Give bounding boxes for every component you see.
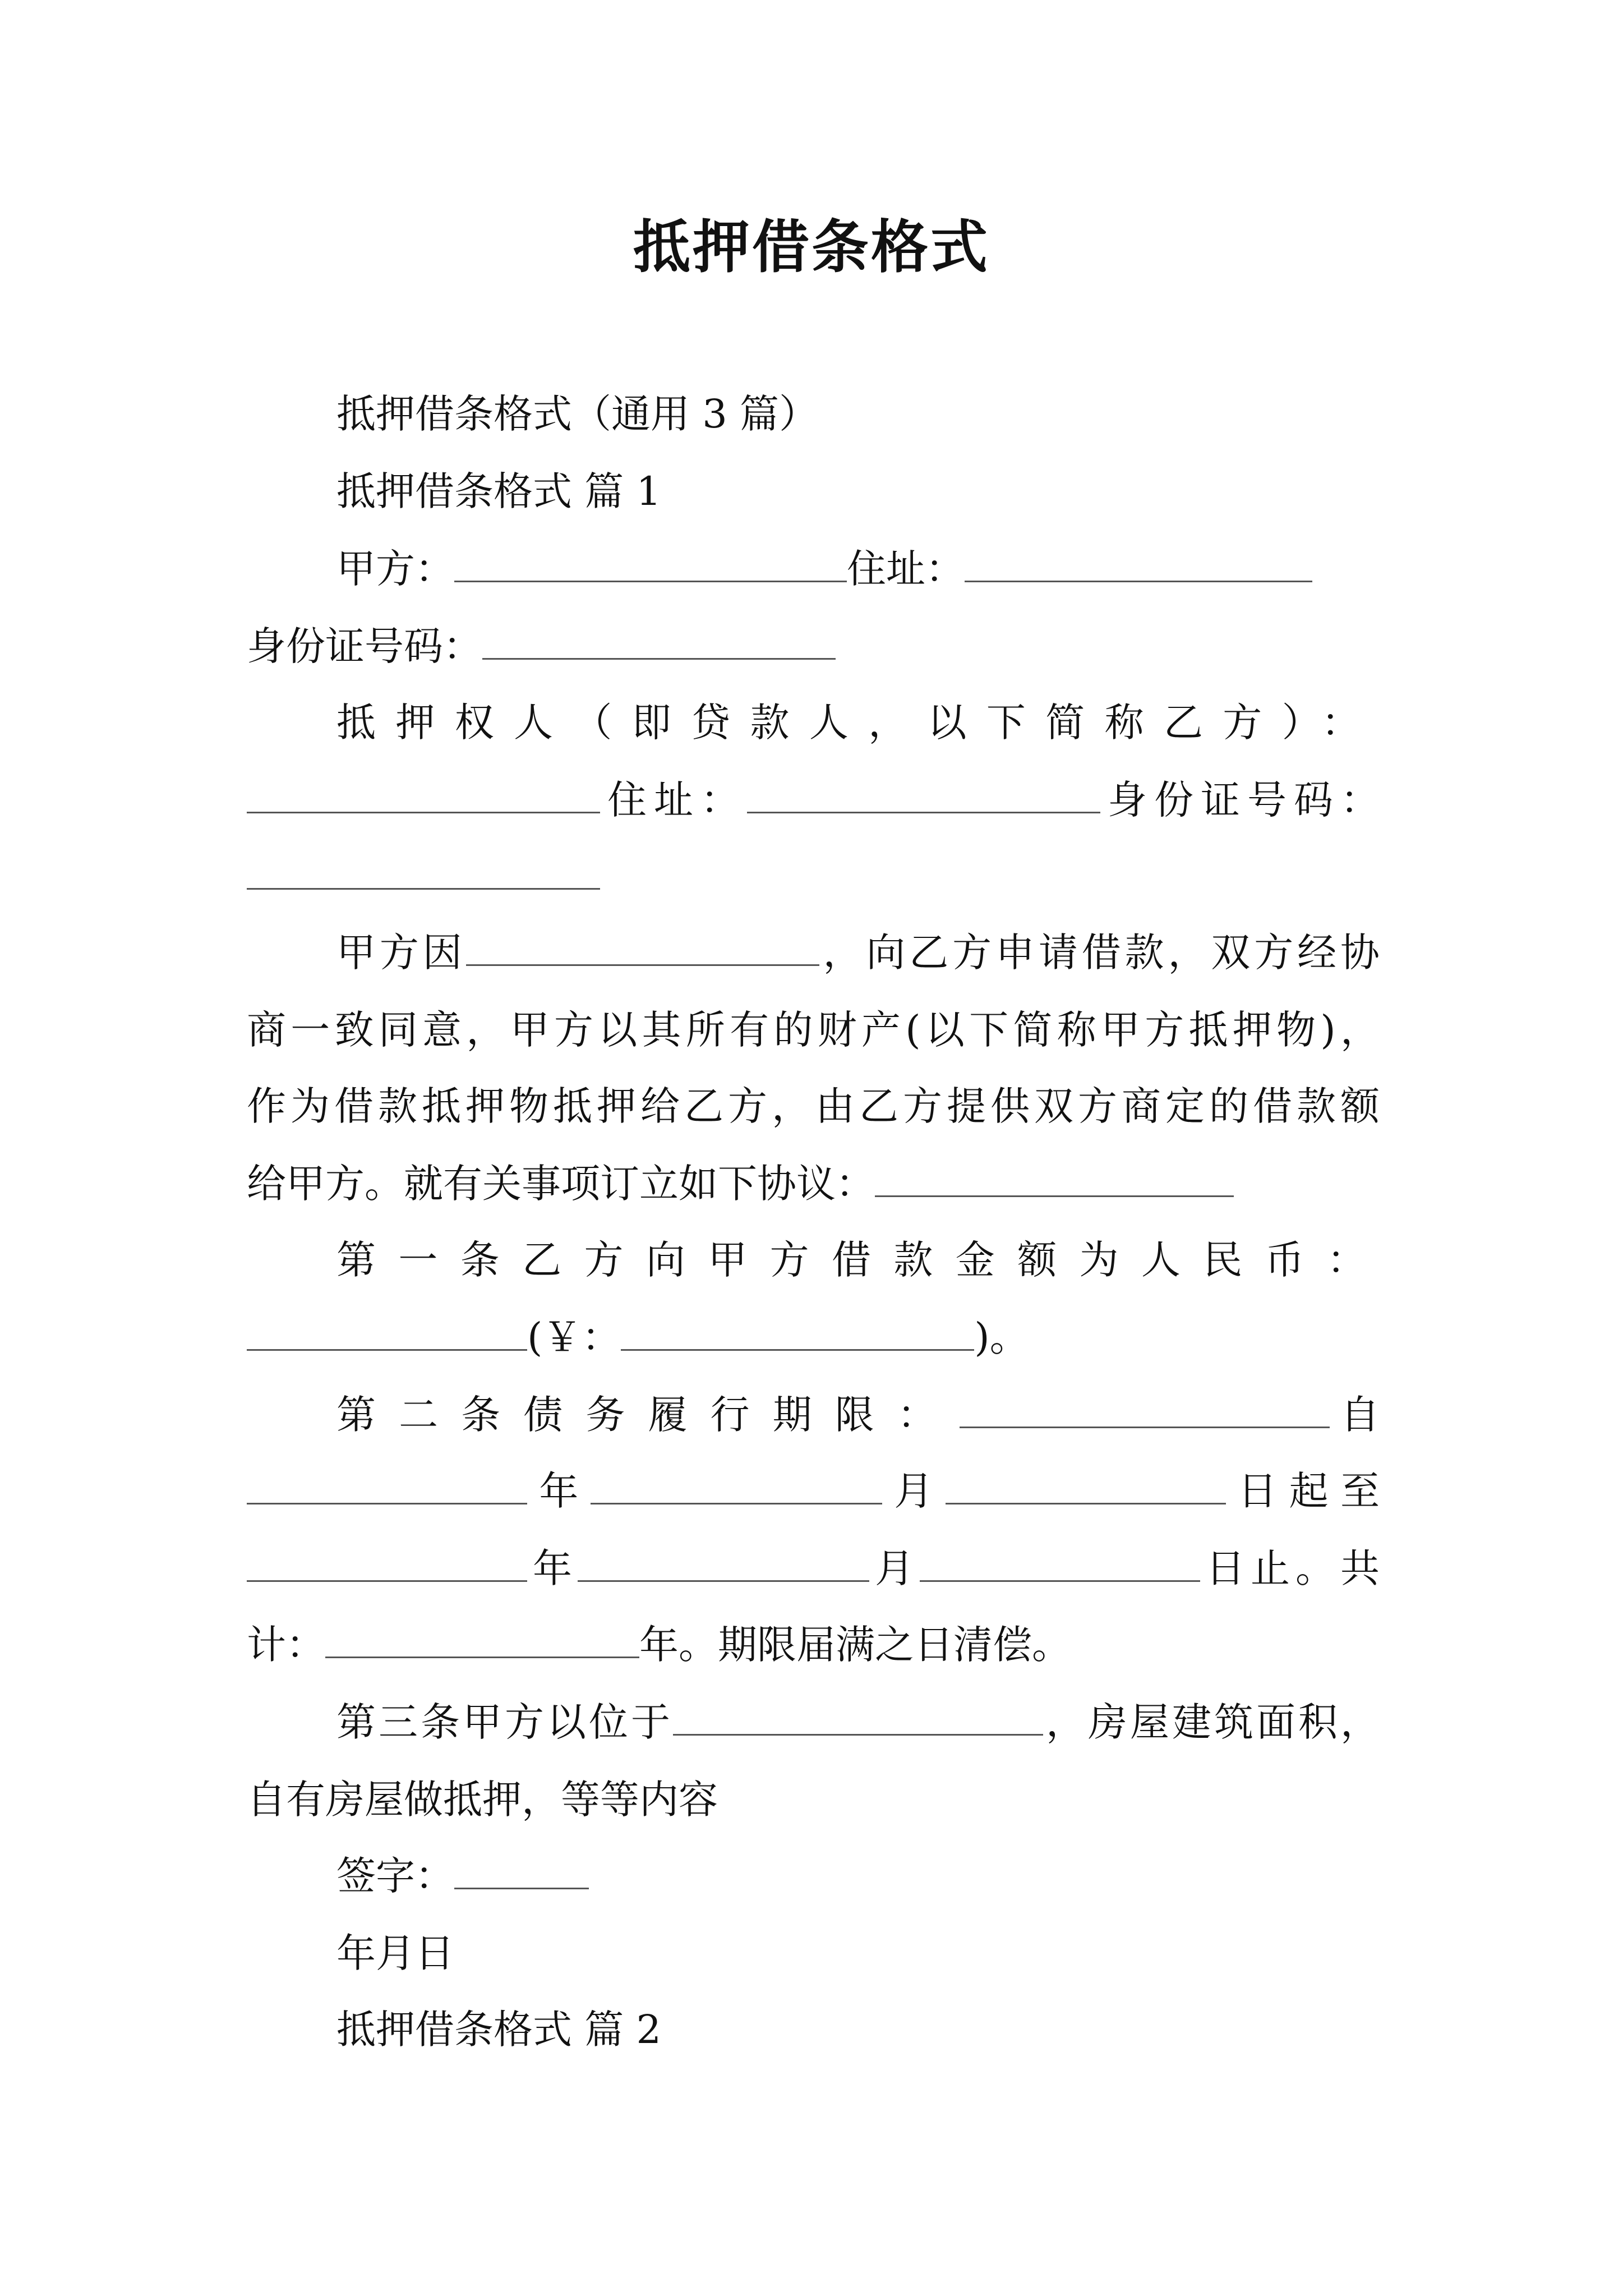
end-year-blank [247, 1543, 527, 1582]
party-b-id-blank [247, 851, 600, 890]
agreement-blank [875, 1158, 1234, 1197]
location-blank [673, 1697, 1043, 1736]
address-label-b: 住址： [600, 777, 747, 823]
amount-figure-blank [621, 1312, 974, 1351]
start-month-blank [591, 1466, 882, 1504]
term-blank [960, 1389, 1330, 1428]
paragraph-1-line-1: 甲方因 ，向乙方申请借款，双方经协 [336, 926, 1380, 979]
paragraph-1-line-2: 商一致同意，甲方以其所有的财产(以下简称甲方抵押物)， [247, 1007, 1380, 1053]
end-day-blank [920, 1543, 1200, 1582]
paragraph-1-line-4: 给甲方。就有关事项订立如下协议： [247, 1157, 1380, 1211]
end-month-blank [578, 1543, 869, 1582]
start-year-blank [247, 1466, 527, 1504]
party-b-detail-line [247, 773, 1380, 827]
id-blank [482, 621, 836, 660]
page-title: 抵押借条格式 [633, 214, 990, 281]
party-b-line: 抵押权人（即贷款人，以下简称乙方）： [336, 700, 1380, 746]
article-2-line-1: 第二条债务履行期限： 自 [336, 1388, 1380, 1442]
article-3-line-2: 自有房屋做抵押，等等内容 [247, 1777, 718, 1823]
total-years-blank [325, 1619, 639, 1658]
document-subtitle: 抵押借条格式（通用 3 篇） [336, 391, 819, 437]
address-blank [965, 544, 1312, 582]
party-a-blank [454, 544, 847, 582]
paragraph-1-line-3: 作为借款抵押物抵押给乙方，由乙方提供双方商定的借款额 [247, 1083, 1380, 1129]
party-a-id-line [247, 619, 1380, 673]
article-1-line-2: (￥： )。 [247, 1310, 1380, 1364]
article-2-line-3: 年 月 日止。共 [247, 1542, 1380, 1595]
id-label: 身份证号码： [247, 623, 482, 669]
address-blank-b [747, 775, 1100, 813]
address-label: 住址： [847, 546, 965, 592]
section-heading-2: 抵押借条格式 篇 2 [336, 2007, 662, 2053]
party-b-blank [247, 775, 600, 813]
amount-blank [247, 1312, 527, 1351]
article-2-line-2: 年 月 日起至 [247, 1464, 1380, 1518]
article-3-line-1: 第三条甲方以位于 ，房屋建筑面积， [336, 1695, 1380, 1749]
section-heading-1: 抵押借条格式 篇 1 [336, 468, 662, 514]
party-b-id-line [247, 849, 1380, 903]
article-2-line-4: 计： 年。期限届满之日清偿。 [247, 1618, 1380, 1672]
start-day-blank [946, 1466, 1226, 1504]
signature-line: 签字： [336, 1849, 1380, 1903]
date-line: 年月日 [336, 1930, 454, 1976]
party-a-line [336, 542, 1380, 596]
party-a-label: 甲方： [336, 546, 454, 592]
id-label-b: 身份证号码： [1100, 777, 1380, 823]
signature-blank [454, 1851, 589, 1889]
article-1-line-1: 第一条乙方向甲方借款金额为人民币： [336, 1237, 1380, 1283]
reason-blank [466, 927, 819, 966]
